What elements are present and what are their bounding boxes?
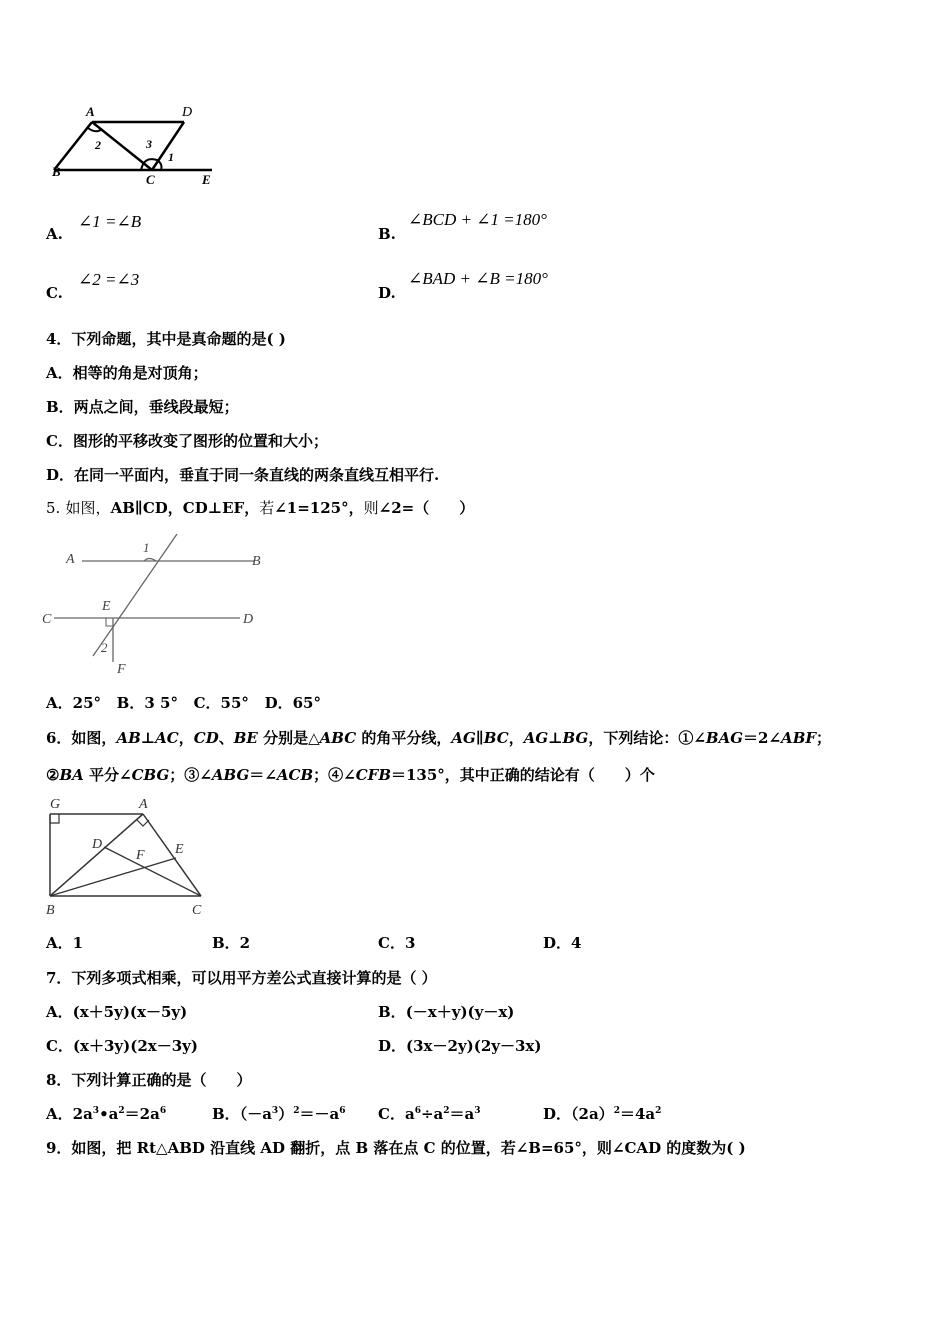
q6-line-be [50,858,176,896]
q3-option-d-text: ∠BAD + ∠B =180° [408,269,548,288]
q8-option-d [543,1104,661,1124]
q8-a-2: •a [99,1105,119,1123]
q8-b-sup3: 6 [339,1106,346,1116]
q3-option-c-text: ∠2 =∠3 [78,270,140,289]
q6-l1-o: ＝2 [743,729,769,747]
q8-b-1: （－a [239,1105,272,1123]
q6-label-a: A [139,797,148,812]
q6-l2-h: ∠ACB [264,766,314,784]
q5-label-2: 2 [101,640,108,655]
q8-c-sup3: 3 [474,1106,481,1116]
q5-label-1: 1 [143,540,150,555]
q6-l1-c: ， [178,729,194,747]
q5-label-e: E [102,599,111,614]
q8-c-2: ÷a [420,1105,444,1123]
q6-line-ac [143,814,201,896]
q6-l1-n: ∠BAG [693,729,744,747]
q3-label-b: B [52,164,61,179]
q9-stem: 9．如图，把 Rt△ABD 沿直线 AD 翻折，点 B 落在点 C 的位置，若∠B=65°，则∠CAD 的度数为( ) [46,1139,746,1157]
q7-option-b-text: (－x＋y)(y－x) [405,1003,515,1021]
q8-b-2: ） [278,1105,294,1123]
q6-l2-e: ；③ [169,766,200,784]
q3-label-d: D [182,105,193,120]
q6-stem-line1 [46,728,831,748]
q8-b-3: ＝－a [299,1105,340,1123]
q6-label-g: G [50,797,61,812]
q4-stem: 4．下列命题，其中是真命题的是( ) [46,330,286,348]
q6-l2-i: ；④ [313,766,344,784]
q7-option-c [46,1036,198,1056]
q8-a-sup3: 6 [159,1106,167,1116]
q7-option-d-letter: D． [378,1037,407,1055]
q6-l1-i: 的角平分线， [356,729,452,747]
q6-label-d: D [92,837,103,852]
q7-option-c-letter: C． [46,1037,73,1055]
q3-figure [40,98,230,190]
q8-b-sup1: 3 [271,1106,279,1116]
q6-label-b: B [46,903,55,918]
q6-l2-f: ∠ABG [199,766,250,784]
q8-d-sup2: 2 [655,1106,662,1116]
q6-l2-d: ∠CBG [119,766,170,784]
q6-l1-q: ； [816,729,832,747]
q5-figure [40,530,280,680]
q7-option-c-text: (x＋3y)(2x－3y) [72,1037,198,1055]
q8-c-letter: C． [378,1105,405,1123]
q7-stem: 7．下列多项式相乘，可以用平方差公式直接计算的是（ ） [46,969,437,987]
q6-l2-a: ② [46,766,60,784]
q5-right-angle-mark [106,618,113,626]
q8-d-letter: D． [543,1105,572,1123]
q7-option-a-letter: A． [46,1003,73,1021]
q5-options: A．25° B．3 5° C．55° D．65° [46,694,321,712]
q7-option-b-letter: B． [378,1003,406,1021]
q3-option-b-text: ∠BCD + ∠1 =180° [408,210,547,229]
q6-l2-b: BA [59,766,84,784]
q5-stem-c: 若 [259,499,275,517]
q8-a-letter: A． [46,1105,73,1123]
q6-line-ba [50,814,143,896]
q8-b-letter: B． [212,1105,240,1123]
q8-d-1: （2a） [571,1105,614,1123]
q5-transversal [93,534,177,656]
q8-a-3: ＝2a [124,1105,160,1123]
q8-option-b [212,1104,345,1124]
q6-option-c: C．3 [378,934,416,952]
q6-l1-f: BE [233,729,258,747]
q6-l2-c: 平分 [83,766,120,784]
q6-l1-m: ，下列结论：① [588,729,694,747]
q3-option-a-text: ∠1 =∠B [78,212,142,231]
q8-d-sup1: 2 [613,1106,620,1116]
q6-l1-a: 6．如图， [46,729,117,747]
q3-option-a-letter: A. [46,225,63,243]
q5-stem-e: 则 [363,499,379,517]
q7-option-a-text: (x＋5y)(x－5y) [72,1003,188,1021]
q6-stem-line2 [46,765,655,785]
q8-c-1: a [404,1105,415,1123]
q6-l1-j: AG∥BC [451,729,509,747]
q6-option-b: B．2 [212,934,251,952]
q6-l1-l: AG⊥BG [523,729,589,747]
q6-l1-e: 、 [218,729,234,747]
q8-option-a [46,1104,166,1124]
q4-option-b: B．两点之间，垂线段最短； [46,398,239,416]
q8-option-c [378,1104,481,1124]
q6-l1-g: 分别是△ [257,729,320,747]
q6-l1-b: AB⊥AC [116,729,179,747]
q8-c-sup1: 6 [414,1106,421,1116]
q4-option-a: A．相等的角是对顶角； [46,364,208,382]
q6-label-f: F [136,848,145,863]
q3-label-2: 2 [95,138,101,152]
q6-l1-h: ABC [319,729,357,747]
q4-option-c: C．图形的平移改变了图形的位置和大小； [46,432,328,450]
q7-option-b [378,1002,514,1022]
q5-stem-b: AB∥CD，CD⊥EF， [110,499,260,517]
q5-label-c: C [42,612,52,627]
q8-c-3: ＝a [449,1105,475,1123]
q6-line-cd [104,847,201,896]
q6-option-a: A．1 [46,934,84,952]
q6-label-e: E [175,842,184,857]
q6-right-angle-g [50,814,59,823]
q8-a-1: 2a [72,1105,93,1123]
q4-option-d: D．在同一平面内，垂直于同一条直线的两条直线互相平行. [46,466,440,484]
q8-stem: 8．下列计算正确的是（ ） [46,1071,252,1089]
q6-l2-k: ＝135°，其中正确的结论有（ ）个 [391,766,655,784]
q8-b-sup2: 2 [293,1106,300,1116]
q3-label-3: 3 [146,137,152,151]
q5-stem-a: 如图， [65,499,111,517]
q7-option-d-text: (3x－2y)(2y－3x) [406,1037,542,1055]
q8-c-sup2: 2 [443,1106,450,1116]
q6-l2-j: ∠CFB [343,766,391,784]
q6-figure [40,792,220,922]
q7-option-d [378,1036,541,1056]
q8-a-sup2: 2 [118,1106,125,1116]
q5-stem-num: 5. [46,499,61,517]
q5-label-b: B [252,554,261,569]
q6-l1-k: ， [508,729,524,747]
q3-option-b-letter: B. [378,225,396,243]
q6-option-d: D．4 [543,934,582,952]
q3-option-c-letter: C. [46,284,63,302]
q6-l2-g: ＝ [249,766,265,784]
q5-stem-d: ∠1=125°， [274,499,364,517]
q8-d-2: ＝4a [619,1105,656,1123]
q3-option-d-letter: D. [378,284,396,302]
q5-label-d: D [243,612,254,627]
q8-a-sup1: 3 [92,1106,100,1116]
q3-label-1: 1 [168,150,174,164]
q3-label-a: A [86,104,95,119]
q5-label-f: F [117,662,126,677]
q5-stem [46,498,474,518]
q6-label-c: C [192,903,202,918]
q3-label-c: C [146,172,155,187]
q7-option-a [46,1002,187,1022]
q5-stem-f: ∠2=（ ） [378,499,475,517]
q6-l1-p: ∠ABF [768,729,817,747]
q5-label-a: A [66,552,75,567]
q6-l1-d: CD [193,729,219,747]
q3-line-ba [54,122,92,170]
q3-label-e: E [202,172,211,187]
